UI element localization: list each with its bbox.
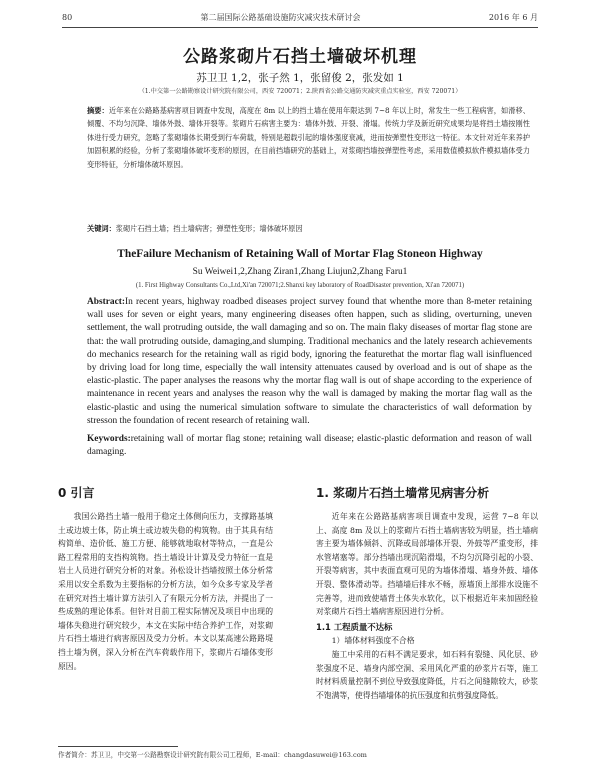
authors-chinese: 苏卫卫 1,2，张子然 1，张留俊 2，张发如 1 — [196, 72, 404, 84]
section-1-1-heading: 1.1 工程质量不达标 — [316, 621, 393, 632]
keywords-chinese — [87, 224, 530, 234]
section-1-1-paragraph: 施工中采用的石料不满足要求，如石料有裂缝、风化层、砂浆强度不足、墙身内部空洞、采用风化严重的砂浆片石等，施工时材料质量控制不到位导致强度降低，片石之间缝隙较大，砂浆不饱满等，使得挡墙墙体的抗压强度和抗剪强度降低。 — [316, 649, 538, 700]
header-rule — [62, 27, 538, 28]
right-column — [316, 485, 538, 702]
keywords-chinese-label: 关键词： — [87, 224, 116, 233]
page-number: 80 — [62, 12, 73, 22]
abstract-english-text: In recent years, highway roadbed diseases project survey found that whenthe more than 8-meter retaining wall uses for seven or eight years, many engineering diseases often happen, such as sliding, overturning, uneven settlement, the wall protruding outside, the wall damaging and so on. The main flaky diseases of mortar flag stone are that: the wall protruding outside, damaging,and slumping. Traditional mechanics and the lately research achievements do mechanics research for the retaining wall as rigid body, ignoring the featurethat the mortar flag wall isinfluenced by driving load for long time, especially the wall intensity attenuates caused by overload and is out of shape as the elastic-plastic. The paper analyses the reasons why the mortar flag wall is out of shape according to the experience of maintenance in recent years and analyses the reason why the wall is damaged by making the mortar flag wall as the elastic-plastic and using the numerical simulation software to simulate the characteristics of wall deformation by stresson the foundation of recent research of retaining wall. — [87, 297, 532, 426]
issue-date: 2016 年 6 月 — [488, 12, 538, 22]
conference-name: 第二届国际公路基础设施防灾减灾技术研讨会 — [200, 12, 361, 22]
section-1-1-item-heading: 1）墙体材料强度不合格 — [331, 636, 415, 646]
affiliation-english: (1. First Highway Consultants Co.,Ltd,Xi'an 720071;2.Shanxi key laboratory of RoadDisaster prevention, Xi'an 720071) — [135, 282, 465, 289]
section-1-paragraph: 近年来在公路路基病害项目调查中发现，运营 7~8 年以上、高度 8m 及以上的浆砌片石挡土墙病害较为明显，挡土墙病害主要为墙体倾斜、沉降或局部墙体开裂、外鼓等严重变形，排水管堵塞等。部分挡墙出现沉陷滑塌，不均匀沉降引起的小裂、开裂等病害，其中表面直观可见的为墙体滑塌、墙身外鼓、墙体开裂、整体滑动等。挡墙墙后排水不畅，原墙顶上部排水设施不完善等，进而致使墙背土体失水软化，以下根据近年来加固经验对浆砌片石挡土墙病害原因进行分析。 — [316, 512, 538, 617]
section-0-heading: 0 引言 — [58, 486, 95, 500]
abstract-chinese-text: 近年来在公路路基病害项目调查中发现，高度在 8m 以上的挡土墙在使用年限达到 7~8 年以上时，常发生一些工程病害，如滑移、倾覆、不均匀沉降、墙体外鼓、墙体开裂等。浆砌片石病害主要为：墙体外鼓、开裂、滑塌。传统力学及新近研究成果均是将挡土墙按刚性体进行受力研究，忽略了浆砌墙体长期受到行车荷载，特别是超载引起的墙体强度衰减，进而按弹塑性变形这一特征。本文针对近年来养护加固积累的经验，分析了浆砌墙体破坏变形的原因，在目前挡墙研究的基础上，对浆砌挡墙按弹塑性考虑，采用数值模拟软件模拟墙体受力变形特征，分析墙体破坏原因。 — [87, 106, 530, 169]
keywords-english-label: Keywords: — [87, 434, 131, 444]
section-1-heading: 1. 浆砌片石挡土墙常见病害分析 — [316, 486, 490, 500]
author-footnote: 作者简介：苏卫卫，中交第一公路勘察设计研究院有限公司工程师，E-mail：changdasuwei@163.com — [58, 751, 367, 759]
keywords-english-text: retaining wall of mortar flag stone; retaining wall disease; elastic-plastic deformation and reason of wall damaging. — [87, 434, 532, 457]
running-header — [62, 10, 538, 24]
affiliation-chinese: （1.中交第一公路勘察设计研究院有限公司，西安 720071；2.陕西省公路交通防灾减灾重点实验室，西安 720071） — [138, 88, 462, 95]
abstract-english — [87, 296, 532, 428]
abstract-chinese-label: 摘要： — [87, 106, 109, 115]
title-english: TheFailure Mechanism of Retaining Wall of Mortar Flag Stoneon Highway — [117, 248, 483, 260]
section-0-paragraph: 我国公路挡土墙一般用于稳定土体侧向压力，支撑路基填土或边坡土体，防止填土或边坡失稳的构筑物。由于其具有结构简单、造价低、施工方便、能够就地取材等特点，一直是公路工程常用的支挡构筑物。挡土墙设计计算及受力特征一直是岩土人员进行研究分析的对象。孙松设计挡墙按照土体分析常采用以安全系数为主要指标的分析方法，如今众多专家及学者在研究对挡土墙计算方法引入了有限元分析方法，并提出了一些成熟的理论体系。但针对目前工程实际情况及项目中出现的墙体失稳进行研究较少，本文在实际中结合养护工作，对浆砌片石挡土墙进行病害原因及受力分析。本文以某高速公路路堤挡土墙为例，深入分析在汽车荷载作用下，浆砌片石墙体变形原因。 — [58, 512, 273, 671]
title-chinese: 公路浆砌片石挡土墙破坏机理 — [183, 47, 417, 67]
abstract-chinese — [87, 104, 530, 171]
left-column — [58, 485, 273, 673]
authors-english: Su Weiwei1,2,Zhang Ziran1,Zhang Liujun2,Zhang Faru1 — [192, 267, 408, 277]
footnote-rule — [58, 746, 178, 747]
keywords-chinese-text: 浆砌片石挡土墙；挡土墙病害；弹塑性变形；墙体破坏原因 — [115, 224, 303, 233]
abstract-english-label: Abstract: — [87, 297, 126, 307]
keywords-english — [87, 433, 532, 458]
